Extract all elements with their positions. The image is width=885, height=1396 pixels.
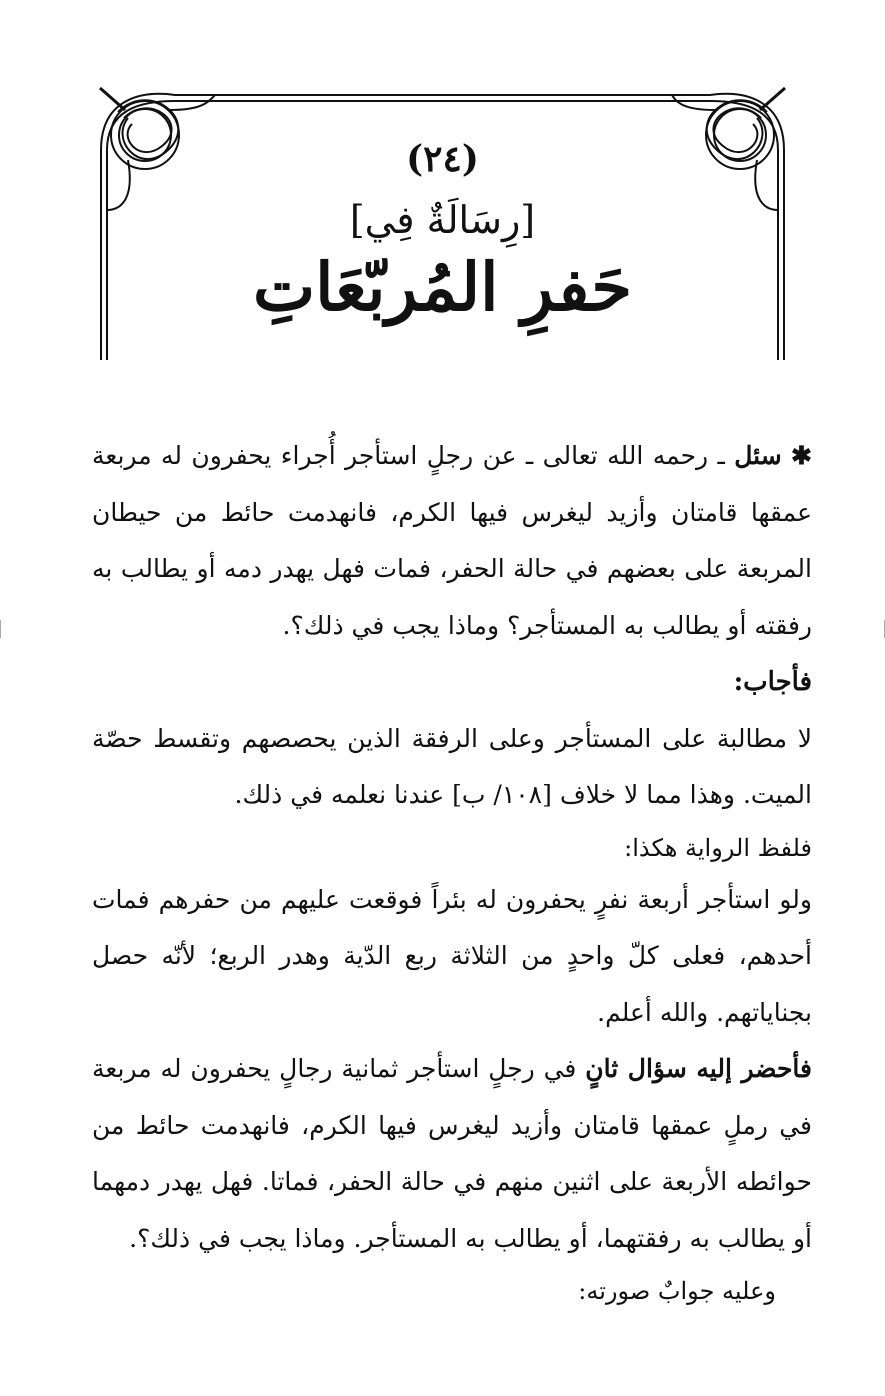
answer-paragraph: لا مطالبة على المستأجر وعلى الرفقة الذين يحصصهم وتقسط حصّة الميت. وهذا مما لا خلاف [١٠٨/ ب] عندنا نعلمه في ذلك. [92, 723, 812, 809]
closing-line: وعليه جوابٌ صورته: [578, 1277, 776, 1305]
second-question-paragraph [92, 1041, 812, 1267]
answer-heading: فأجاب: [733, 667, 812, 697]
second-question-text: في رجلٍ استأجر ثمانية رجالٍ يحفرون له مربعة في رملٍ عمقها قامتان وأزيد ليغرس فيها الكرم، فانهدمت حائط من حوائطه الأربعة على اثنين منهم في حالة الحفر، فماتا. فهل يهدر دمهما أو يطالب به رفقتهما، أو يطالب به المستأجر. وماذا يجب في ذلك؟. [92, 1054, 812, 1253]
treatise-number: (٢٤) [406, 138, 479, 180]
star-icon: ✱ [791, 441, 812, 470]
question-lead: سئل [734, 441, 782, 470]
narration-paragraph: ولو استأجر أربعة نفرٍ يحفرون له بئراً فوقعت عليهم من حفرهم فمات أحدهم، فعلى كلّ واحدٍ من الثلاثة ربع الدّية وهدر الربع؛ لأنّه حصل بجناياتهم. والله أعلم. [92, 884, 812, 1027]
treatise-title: حَفرِ المُربّعَاتِ [252, 248, 633, 326]
treatise-subtitle: [رِسَالَةٌ فِي] [349, 198, 536, 242]
second-question-lead: فأحضر إليه سؤال ثانٍ [585, 1054, 813, 1083]
page-edge-mark-left [0, 620, 1, 638]
main-text [92, 428, 812, 1315]
question-paragraph [92, 428, 812, 654]
question-text: ـ رحمه الله تعالى ـ عن رجلٍ استأجر أُجراء يحفرون له مربعة عمقها قامتان وأزيد ليغرس فيها الكرم، فانهدمت حائط من حيطان المربعة على بعضهم في حالة الحفر، فمات فهل يهدر دمه أو يطالب به رفقته أو يطالب به المستأجر؟ وماذا يجب في ذلك؟. [92, 441, 812, 640]
narration-heading: فلفظ الرواية هكذا: [624, 833, 812, 862]
